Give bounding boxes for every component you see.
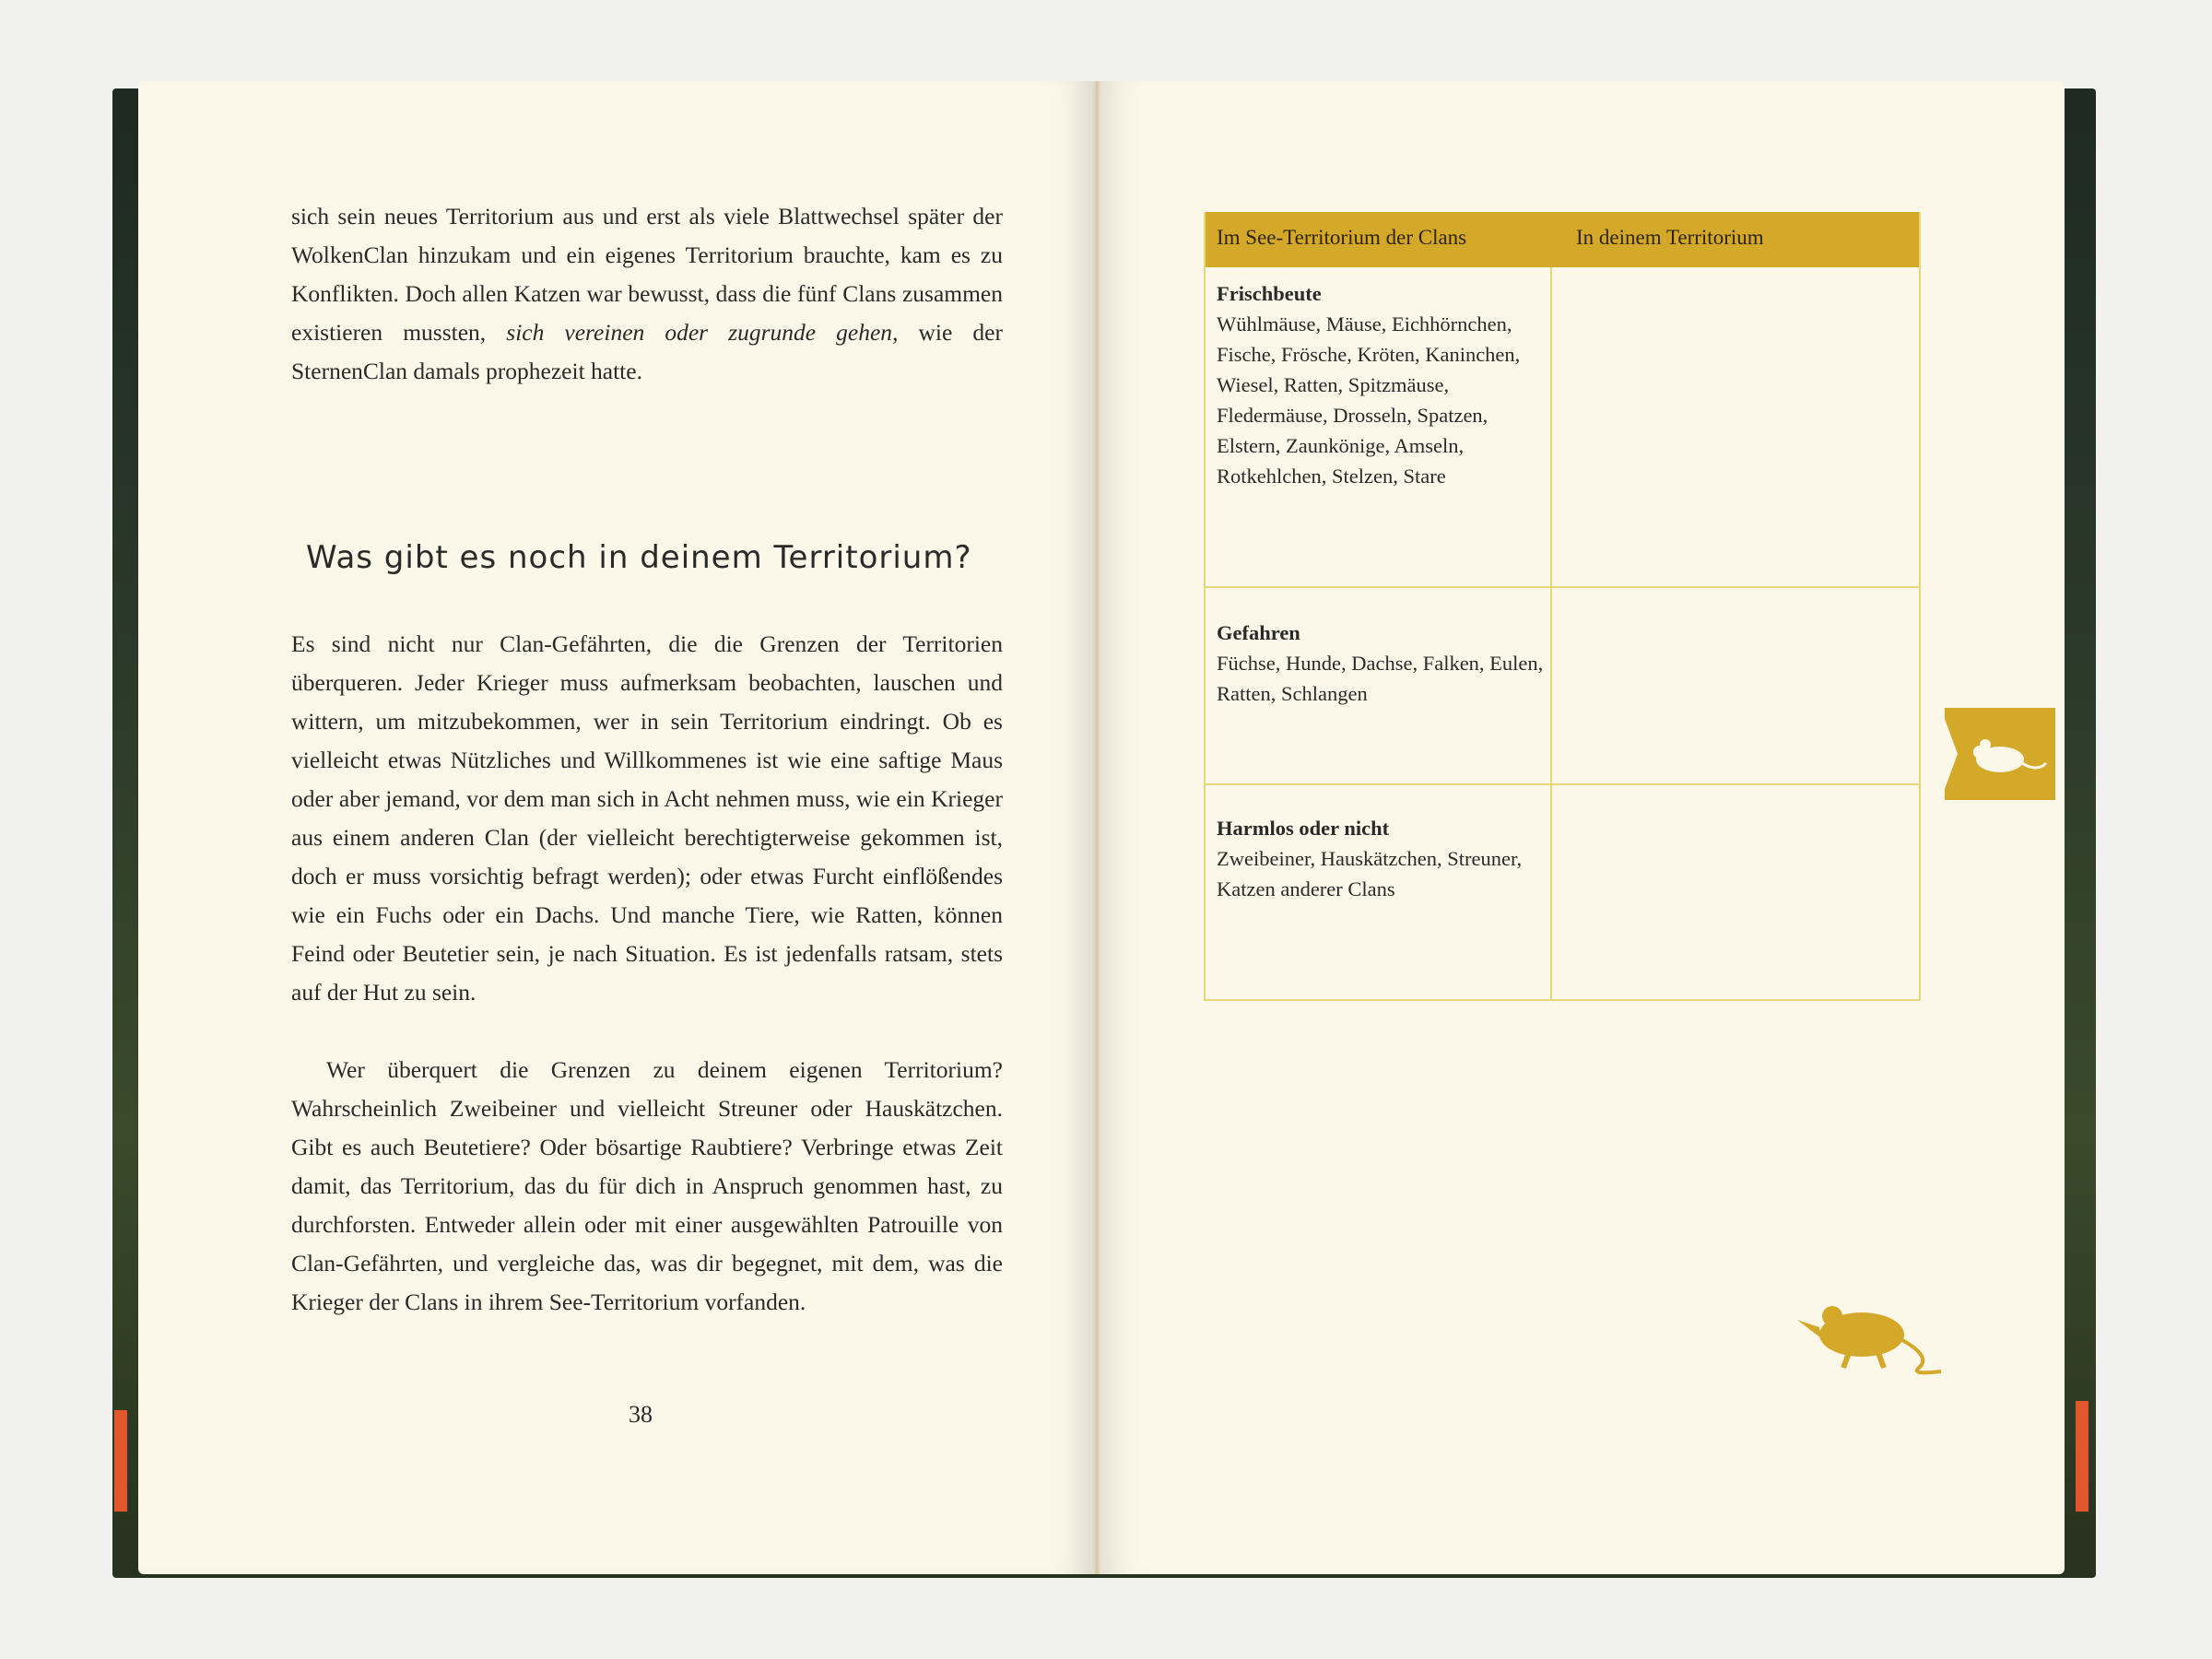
row-divider (1206, 783, 1919, 785)
row-title: Frischbeute (1217, 282, 1322, 305)
book-gutter (1093, 81, 1100, 1574)
row-title: Harmlos oder nicht (1217, 817, 1390, 840)
chapter-tab (1945, 708, 2055, 800)
paragraph: sich sein neues Territorium aus und erst als viele Blattwechsel später der WolkenClan hinzukam und ein eigenes Territorium brauchte, kam es zu Konflikten. Doch allen Katzen war bewusst, dass die fünf Clans zusammen existieren mussten, sich vereinen oder zugrunde gehen, wie der SternenClan damals prophezeit hatte. (291, 203, 1003, 384)
row-text: Wühlmäuse, Mäuse, Eichhörnchen, Fische, Frösche, Kröten, Kaninchen, Wiesel, Ratten, Spitzmäuse, Fledermäuse, Drosseln, Spatzen, Elstern, Zaunkönige, Amseln, Rotkehlchen, Stelzen, Stare (1217, 312, 1521, 488)
row-text: Zweibeiner, Hauskätzchen, Streuner, Katzen anderer Clans (1217, 847, 1523, 900)
cover-edge-accent (114, 1410, 127, 1512)
table-row (1217, 618, 1548, 709)
italic-phrase: sich vereinen oder zugrunde gehen (506, 319, 893, 346)
table-header-cell: Im See-Territorium der Clans (1217, 226, 1467, 249)
table-row (1217, 278, 1548, 491)
table-row (1217, 813, 1548, 904)
row-text: Füchse, Hunde, Dachse, Falken, Eulen, Ratten, Schlangen (1217, 652, 1544, 705)
paragraph: Wer überquert die Grenzen zu deinem eigenen Territorium? Wahrscheinlich Zweibeiner und vielleicht Streuner oder Hauskätzchen. Gibt es auch Beutetiere? Oder bösartige Raubtiere? Verbringe etwas Zeit damit, das Territorium, das du für dich in Anspruch genommen hast, zu durchforsten. Entweder allein oder mit einer ausgewählten Patrouille von Clan-Gefährten, und vergleiche das, was dir begegnet, mit dem, was die Krieger der Clans in ihrem See-Territorium vorfanden. (291, 1056, 1003, 1315)
paragraph: Es sind nicht nur Clan-Gefährten, die die Grenzen der Territorien überqueren. Jeder Krieger muss aufmerksam beobachten, lauschen und wittern, um mitzubekommen, wer in sein Territorium eindringt. Ob es vielleicht etwas Nützliches und Willkommenes ist wie eine saftige Maus oder aber jemand, vor dem man sich in Acht nehmen muss, wie ein Krieger aus einem anderen Clan (der vielleicht berechtigterweise gekommen ist, doch er muss vorsichtig befragt werden); oder etwas Furcht einflößendes wie ein Fuchs oder ein Dachs. Und manche Tiere, wie Ratten, können Feind oder Beutetier sein, je nach Situation. Es ist jedenfalls ratsam, stets auf der Hut zu sein. (291, 630, 1003, 1006)
mouse-icon (1945, 708, 2055, 800)
row-title: Gefahren (1217, 621, 1300, 644)
column-divider (1550, 267, 1552, 999)
table-header (1206, 212, 1919, 267)
mouse-icon (1794, 1288, 1950, 1381)
page-number: 38 (629, 1401, 653, 1428)
table-header-cell: In deinem Territorium (1576, 226, 1764, 249)
comparison-table (1204, 212, 1921, 1001)
cover-edge-accent (2076, 1401, 2088, 1512)
row-divider (1206, 586, 1919, 588)
section-heading: Was gibt es noch in deinem Territorium? (306, 539, 972, 576)
